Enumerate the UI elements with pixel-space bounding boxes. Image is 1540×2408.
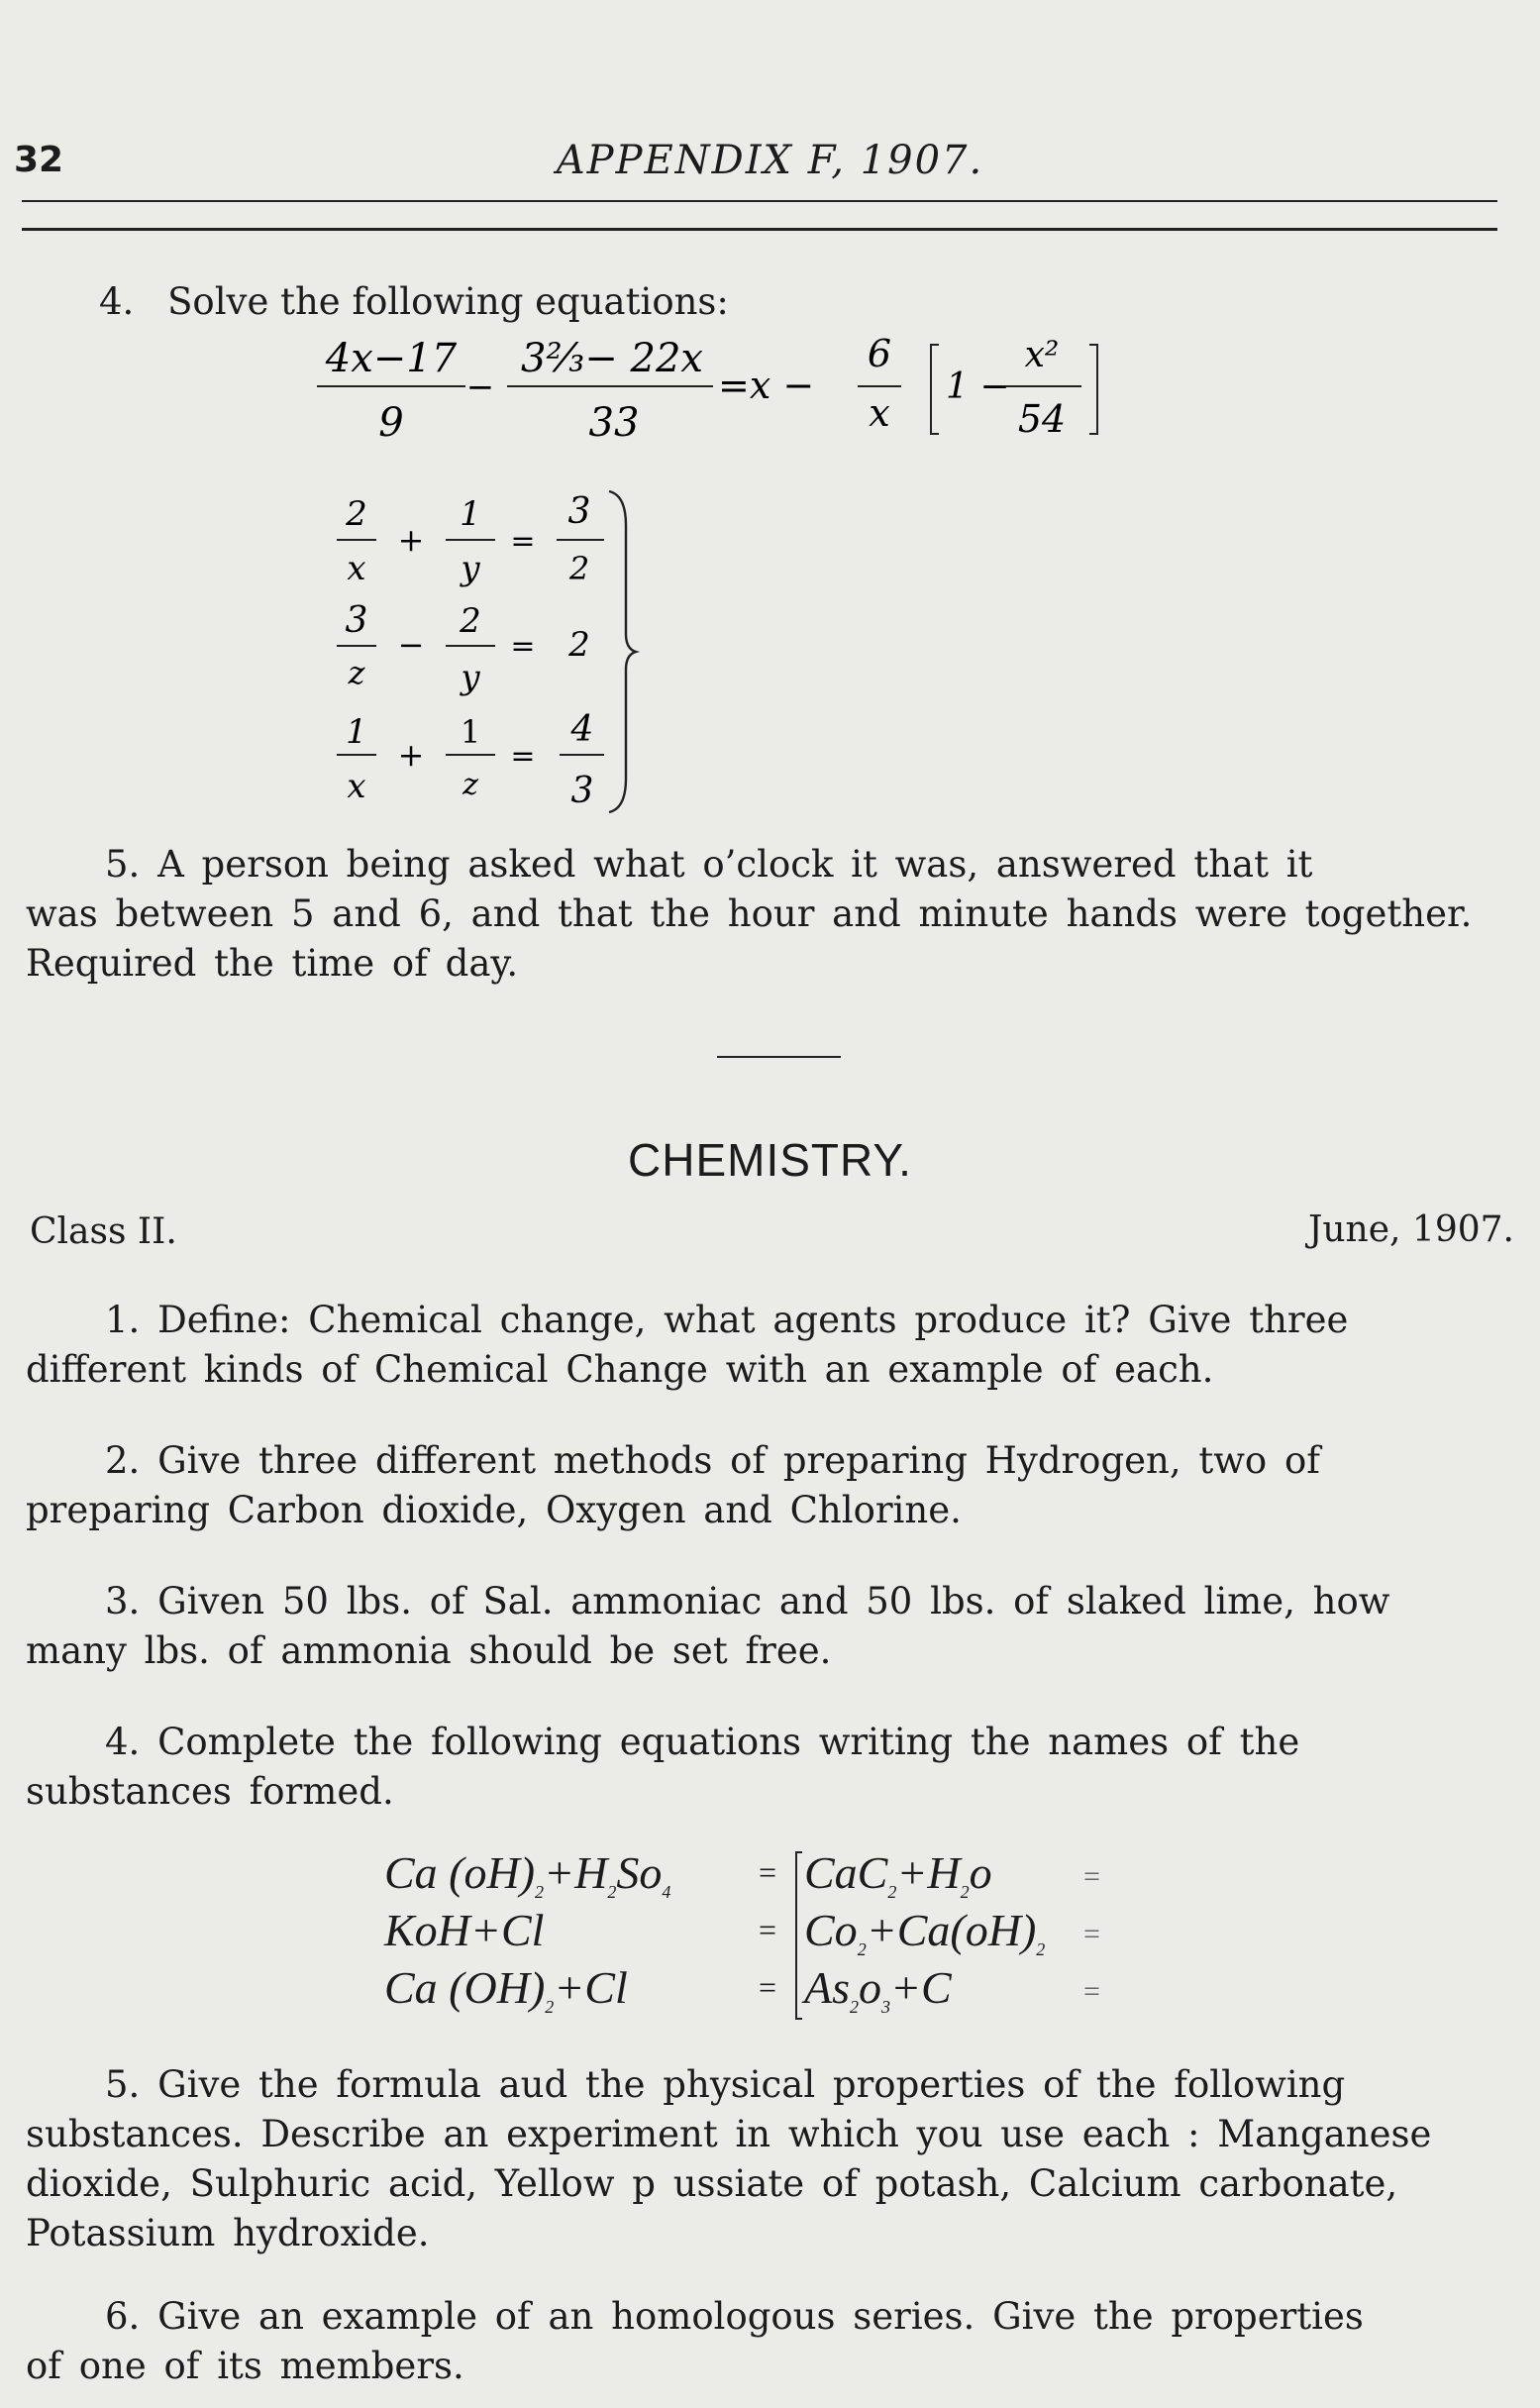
chem-trailing-equals-3: =	[1083, 1975, 1100, 2008]
eq1-left-bracket	[931, 345, 939, 434]
chemistry-q5-label: 5.	[105, 2063, 141, 2106]
chemistry-q3-line1: Given 50 lbs. of Sal. ammoniac and 50 lbs. of slaked lime, how	[157, 1580, 1390, 1623]
sys-r2-n1: 3	[345, 600, 368, 641]
algebra-q5-line3: Required the time of day.	[26, 942, 519, 985]
chem-r3-a-sub: 2	[850, 1997, 859, 2018]
chemistry-q4	[26, 1718, 1511, 1817]
eq1-frac2-num: 3⅔− 22x	[521, 336, 703, 381]
sys-r3-n2: 1	[460, 713, 481, 751]
eq1-frac4-num: x²	[1024, 335, 1060, 375]
eq1-bracket-one: 1 −	[946, 366, 1010, 407]
chem-r1-a-sub: 2	[887, 1882, 897, 1903]
chem-eq-right-2	[804, 1905, 1046, 1960]
chemistry-q2-line1: Give three different methods of preparing Hydrogen, two of	[157, 1439, 1320, 1482]
chem-equals-2: =	[759, 1912, 777, 1947]
chem-eq-left-1	[384, 1847, 671, 1903]
chemistry-q2-label: 2.	[105, 1439, 141, 1482]
sys-r1-n2: 1	[460, 494, 481, 534]
chem-l1-c-sub: 4	[662, 1882, 671, 1903]
chem-eq-left-3	[384, 1962, 628, 2018]
eq1-right-bracket	[1089, 345, 1097, 434]
sys-r1-op: +	[397, 521, 425, 559]
chem-eq-right-1	[804, 1847, 992, 1903]
chem-r2-b: +Ca(oH)	[866, 1905, 1037, 1955]
eq1-frac4-den: 54	[1017, 397, 1067, 441]
chemistry-q2-line2: preparing Carbon dioxide, Oxygen and Chlorine.	[26, 1489, 962, 1531]
chemistry-q5	[26, 2060, 1511, 2258]
chemistry-q5-line2: substances. Describe an experiment in which you use each : Manganese	[26, 2113, 1432, 2155]
chem-l1-c: So	[616, 1847, 663, 1898]
chem-r2-b-sub: 2	[1036, 1939, 1046, 1960]
chem-r1-c: o	[969, 1847, 992, 1898]
chemistry-q5-line1: Give the formula aud the physical properties of the following	[157, 2063, 1346, 2106]
algebra-q5	[26, 840, 1511, 989]
chem-r1-a: CaC	[804, 1847, 888, 1898]
chemistry-q1-line1: Define: Chemical change, what agents produce it? Give three	[157, 1299, 1349, 1341]
header-rule-top	[22, 200, 1497, 202]
chemistry-q1-label: 1.	[105, 1299, 141, 1341]
sys-r1-d1: x	[347, 549, 366, 588]
chemistry-q5-line3: dioxide, Sulphuric acid, Yellow p ussiate of potash, Calcium carbonate,	[26, 2162, 1398, 2205]
chemistry-q5-line4: Potassium hydroxide.	[26, 2212, 430, 2254]
chemistry-q3-label: 3.	[105, 1580, 141, 1623]
chem-l1-b: +H	[544, 1847, 608, 1898]
header-rule-bottom	[22, 228, 1497, 231]
sys-r3-d1: x	[347, 767, 366, 806]
sys-r3-n1: 1	[346, 712, 367, 752]
chem-trailing-equals-1: =	[1083, 1860, 1100, 1893]
chem-r2-a: Co	[804, 1905, 858, 1955]
sys-r2-eq: =	[510, 629, 536, 664]
chem-r1-b: +H	[896, 1847, 961, 1898]
sys-r3-rd: 3	[570, 771, 594, 811]
chem-r3-a: As	[804, 1962, 850, 2013]
chemistry-q6-label: 6.	[105, 2295, 141, 2338]
chem-equals-3: =	[759, 1969, 777, 2005]
equation-1	[297, 327, 1109, 456]
page-number: 32	[14, 140, 64, 180]
chem-l1-a-sub: 2	[535, 1882, 545, 1903]
sys-r3-rn: 4	[570, 709, 594, 750]
chemistry-title: CHEMISTRY.	[628, 1134, 912, 1186]
chem-l3-b: +Cl	[554, 1962, 628, 2013]
algebra-q5-label: 5.	[105, 843, 141, 886]
algebra-q5-line1: A person being asked what o’clock it was, answered that it	[157, 843, 1313, 886]
chem-eq-left-2	[384, 1905, 545, 1955]
chemistry-q2	[26, 1436, 1511, 1535]
chemistry-q6-line2: of one of its members.	[26, 2345, 464, 2387]
exam-date: June, 1907.	[1307, 1209, 1514, 1250]
chem-r2-a-sub: 2	[857, 1939, 867, 1960]
class-label: Class II.	[30, 1211, 177, 1252]
sys-r2-op: −	[397, 626, 425, 664]
eq1-frac3-num: 6	[867, 332, 892, 375]
sys-r2-d1: z	[348, 654, 365, 691]
sys-r1-n1: 2	[346, 494, 367, 534]
chem-equals-1: =	[759, 1854, 777, 1890]
eq1-frac1-num: 4x−17	[325, 336, 458, 381]
algebra-q4-heading	[99, 280, 729, 323]
chem-r3-b-sub: 3	[881, 1997, 890, 2018]
chem-l1-a: Ca (oH)	[384, 1847, 536, 1898]
chemistry-q1	[26, 1296, 1511, 1395]
chem-l3-a: Ca (OH)	[384, 1962, 546, 2013]
sys-r2-r: 2	[568, 625, 590, 665]
chemistry-q1-line2: different kinds of Chemical Change with an example of each.	[26, 1348, 1214, 1391]
eq1-frac1-den: 9	[378, 400, 404, 446]
sys-r1-eq: =	[510, 524, 536, 559]
eq1-frac2-den: 33	[588, 400, 640, 446]
chem-r3-c: +C	[890, 1962, 952, 2013]
running-header-title: APPENDIX F, 1907.	[556, 138, 984, 183]
algebra-q4-label: 4.	[99, 280, 135, 323]
chem-l3-a-sub: 2	[545, 1997, 555, 2018]
chem-r3-b: o	[859, 1962, 881, 2013]
equation-system	[307, 485, 664, 822]
eq1-equals-x-minus: =x −	[718, 364, 815, 407]
chem-trailing-equals-2: =	[1083, 1918, 1100, 1950]
chemistry-q4-line2: substances formed.	[26, 1770, 394, 1813]
sys-r1-rd: 2	[568, 550, 590, 587]
chemistry-q3-line2: many lbs. of ammonia should be set free.	[26, 1629, 832, 1672]
sys-r2-n2: 2	[460, 601, 481, 641]
chemistry-q4-line1: Complete the following equations writing the names of the	[157, 1721, 1300, 1763]
sys-r3-op: +	[397, 736, 425, 774]
eq1-frac3-den: x	[869, 391, 890, 435]
chemistry-q3	[26, 1577, 1511, 1676]
chem-l2-a: KoH+Cl	[384, 1905, 545, 1955]
sys-r1-rn: 3	[567, 491, 591, 532]
sys-r2-d2: y	[461, 658, 480, 697]
sys-r1-d2: y	[461, 549, 480, 588]
sys-r3-d2: z	[462, 768, 478, 802]
chemistry-q4-label: 4.	[105, 1721, 141, 1763]
chem-r1-b-sub: 2	[960, 1882, 970, 1903]
chem-eq-right-3	[804, 1962, 952, 2018]
sys-r3-eq: =	[510, 739, 536, 774]
algebra-q4-text: Solve the following equations:	[167, 280, 729, 323]
section-divider	[717, 1056, 841, 1058]
chem-l1-b-sub: 2	[607, 1882, 617, 1903]
system-right-brace	[609, 491, 636, 812]
eq1-minus: −	[465, 367, 495, 407]
chemistry-q6	[26, 2292, 1511, 2391]
algebra-q5-line2: was between 5 and 6, and that the hour and minute hands were together.	[26, 892, 1473, 935]
chemistry-q6-line1: Give an example of an homologous series. Give the properties	[157, 2295, 1364, 2338]
